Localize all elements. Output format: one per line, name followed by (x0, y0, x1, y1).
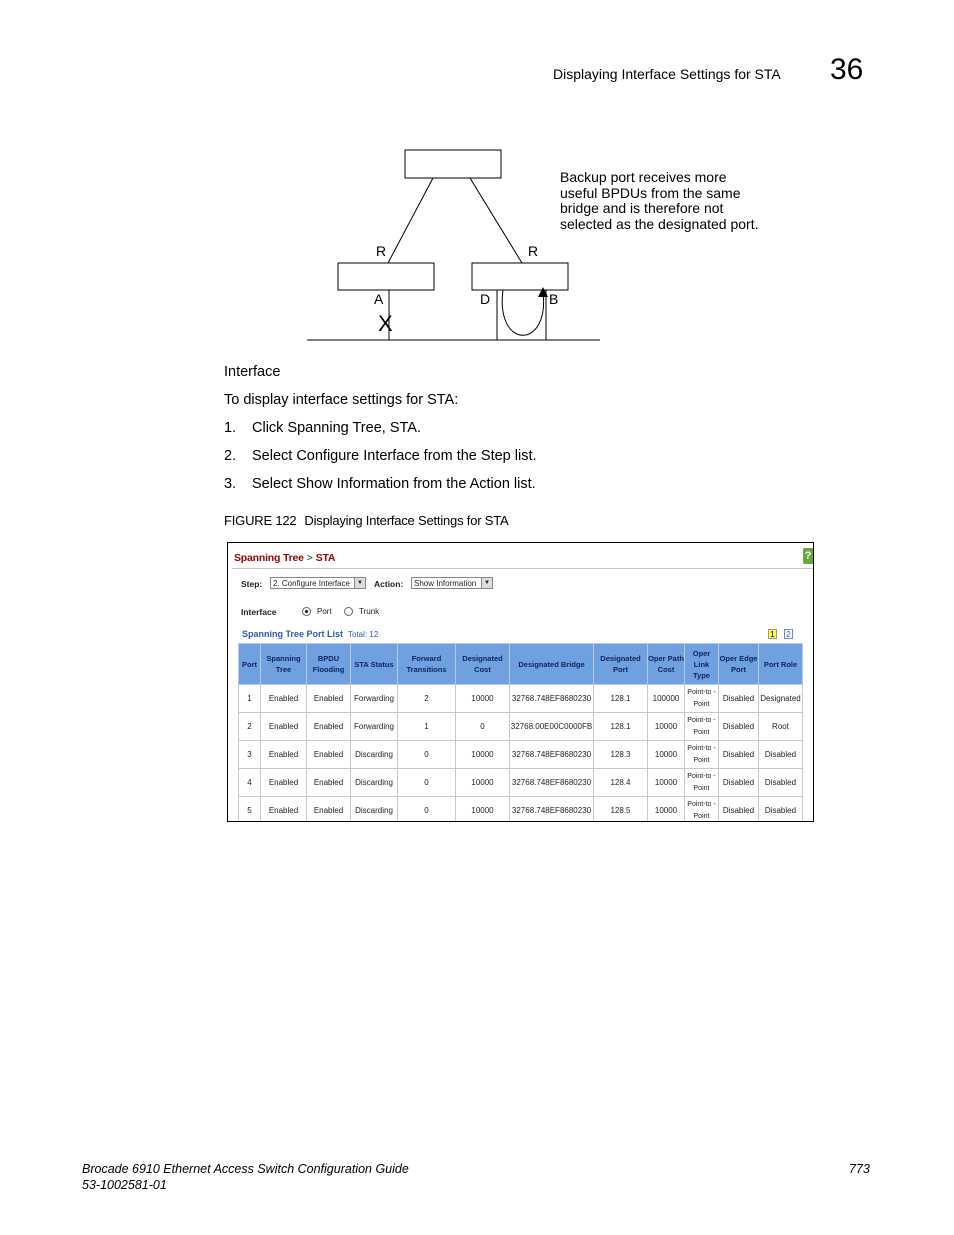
diagram-callout: Backup port receives more useful BPDUs from the same bridge and is therefore not selected as the designated port. (560, 169, 759, 232)
figure-number: FIGURE 122 (224, 513, 297, 528)
table-row (239, 797, 803, 823)
figure-caption-text: Displaying Interface Settings for STA (304, 513, 509, 528)
cell-designated-port: 128.1 (594, 685, 648, 713)
root-port-left-label: R (376, 243, 387, 259)
port-list-total: Total: 12 (348, 630, 379, 639)
cell-port: 5 (239, 797, 261, 823)
cell-sta-status: Forwarding (351, 713, 398, 741)
cell-port-role: Disabled (759, 797, 803, 823)
cell-designated-port: 128.1 (594, 713, 648, 741)
col-oper-edge-port-header: Oper Edge Port (719, 644, 759, 685)
port-radio-label: Port (317, 607, 332, 616)
figure-caption (224, 513, 509, 528)
cell-oper-edge-port: Disabled (719, 713, 759, 741)
cell-oper-edge-port: Disabled (719, 797, 759, 823)
cell-oper-link-type: Point-to -Point (685, 797, 719, 823)
cell-sta-status: Discarding (351, 797, 398, 823)
cell-spanning-tree: Enabled (261, 769, 307, 797)
footer-page-number: 773 (849, 1162, 870, 1176)
cell-forward-transitions: 2 (398, 685, 456, 713)
cell-forward-transitions: 0 (398, 769, 456, 797)
col-port-header: Port (239, 644, 261, 685)
cell-designated-bridge: 32768.748EF8680230 (510, 685, 594, 713)
table-row (239, 769, 803, 797)
cell-oper-path-cost: 10000 (648, 797, 685, 823)
root-bridge-box (405, 150, 501, 178)
table-row (239, 713, 803, 741)
web-ui-screenshot (227, 542, 814, 822)
intro-paragraph: To display interface settings for STA: (224, 392, 459, 408)
col-designated-cost-header: Designated Cost (456, 644, 510, 685)
port-a-label: A (374, 291, 384, 307)
col-forward-transitions-header: Forward Transitions (398, 644, 456, 685)
breadcrumb-separator: > (306, 552, 313, 564)
cell-spanning-tree: Enabled (261, 713, 307, 741)
link-left (388, 178, 433, 263)
col-designated-bridge-header: Designated Bridge (510, 644, 594, 685)
cell-designated-port: 128.5 (594, 797, 648, 823)
breadcrumb (234, 552, 335, 564)
cell-oper-path-cost: 10000 (648, 769, 685, 797)
col-oper-link-type-header: Oper Link Type (685, 644, 719, 685)
page-2-link[interactable]: 2 (784, 629, 793, 639)
step-3-text: Select Show Information from the Action list. (252, 476, 536, 492)
chevron-down-icon: ▼ (481, 578, 492, 588)
cell-designated-cost: 10000 (456, 685, 510, 713)
cell-oper-link-type: Point-to -Point (685, 769, 719, 797)
table-header-row (239, 644, 803, 685)
trunk-radio[interactable] (344, 607, 353, 616)
col-port-role-header: Port Role (759, 644, 803, 685)
interface-label: Interface (241, 607, 277, 617)
cell-designated-bridge: 32768.748EF8680230 (510, 769, 594, 797)
col-spanning-tree-header: Spanning Tree (261, 644, 307, 685)
bridge-left-box (338, 263, 434, 290)
port-list-table (238, 643, 803, 822)
table-row (239, 741, 803, 769)
footer-doc-id: 53-1002581-01 (82, 1178, 167, 1192)
col-designated-port-header: Designated Port (594, 644, 648, 685)
cell-oper-link-type: Point-to -Point (685, 741, 719, 769)
cell-designated-bridge: 32768.00E00C0000FB (510, 713, 594, 741)
cell-port-role: Disabled (759, 741, 803, 769)
cell-oper-edge-port: Disabled (719, 769, 759, 797)
table-row (239, 685, 803, 713)
cell-bpdu-flooding: Enabled (307, 685, 351, 713)
cell-oper-path-cost: 100000 (648, 685, 685, 713)
link-right (470, 178, 522, 263)
chapter-number: 36 (830, 53, 864, 86)
cell-port: 3 (239, 741, 261, 769)
cell-oper-edge-port: Disabled (719, 685, 759, 713)
cell-bpdu-flooding: Enabled (307, 713, 351, 741)
cell-designated-bridge: 32768.748EF8680230 (510, 741, 594, 769)
cell-oper-link-type: Point-to -Point (685, 685, 719, 713)
bpdu-loop-arrow (502, 290, 543, 335)
cell-oper-path-cost: 10000 (648, 741, 685, 769)
cell-port-role: Disabled (759, 769, 803, 797)
step-3-number: 3. (224, 476, 237, 492)
col-bpdu-flooding-header: BPDU Flooding (307, 644, 351, 685)
cell-sta-status: Discarding (351, 769, 398, 797)
root-port-right-label: R (528, 243, 539, 259)
cell-designated-cost: 0 (456, 713, 510, 741)
action-select[interactable] (411, 577, 493, 589)
cell-designated-port: 128.4 (594, 769, 648, 797)
cell-designated-cost: 10000 (456, 769, 510, 797)
cell-port: 1 (239, 685, 261, 713)
action-select-value: Show Information (414, 579, 477, 588)
step-select-value: 2. Configure Interface (273, 579, 350, 588)
blocked-port-mark: X (378, 311, 393, 336)
breadcrumb-spanning-tree[interactable]: Spanning Tree (234, 552, 304, 564)
cell-port: 4 (239, 769, 261, 797)
cell-oper-edge-port: Disabled (719, 741, 759, 769)
port-b-label: B (549, 291, 559, 307)
step-label: Step: (241, 579, 263, 589)
step-1-text: Click Spanning Tree, STA. (252, 420, 421, 436)
cell-oper-path-cost: 10000 (648, 713, 685, 741)
breadcrumb-sta: STA (315, 552, 336, 564)
cell-designated-cost: 10000 (456, 741, 510, 769)
step-select[interactable] (270, 577, 366, 589)
help-icon[interactable]: ? (804, 550, 812, 562)
cell-forward-transitions: 0 (398, 797, 456, 823)
cell-spanning-tree: Enabled (261, 741, 307, 769)
cell-sta-status: Discarding (351, 741, 398, 769)
cell-spanning-tree: Enabled (261, 797, 307, 823)
cell-oper-link-type: Point-to -Point (685, 713, 719, 741)
trunk-radio-label: Trunk (359, 607, 380, 616)
cell-port: 2 (239, 713, 261, 741)
step-1-number: 1. (224, 420, 237, 436)
action-label: Action: (374, 579, 404, 589)
cell-spanning-tree: Enabled (261, 685, 307, 713)
port-list-title: Spanning Tree Port List (242, 629, 344, 639)
step-2-number: 2. (224, 448, 237, 464)
cell-forward-transitions: 1 (398, 713, 456, 741)
col-oper-path-cost-header: Oper Path Cost (648, 644, 685, 685)
cell-forward-transitions: 0 (398, 741, 456, 769)
chevron-down-icon: ▼ (354, 578, 365, 588)
col-sta-status-header: STA Status (351, 644, 398, 685)
breadcrumb-divider (232, 568, 813, 569)
cell-bpdu-flooding: Enabled (307, 741, 351, 769)
port-d-label: D (480, 291, 491, 307)
cell-sta-status: Forwarding (351, 685, 398, 713)
cell-designated-bridge: 32768.748EF8680230 (510, 797, 594, 823)
step-2-text: Select Configure Interface from the Step list. (252, 448, 537, 464)
cell-bpdu-flooding: Enabled (307, 769, 351, 797)
cell-port-role: Root (759, 713, 803, 741)
cell-bpdu-flooding: Enabled (307, 797, 351, 823)
cell-port-role: Designated (759, 685, 803, 713)
section-heading: Interface (224, 364, 281, 380)
bridge-right-box (472, 263, 568, 290)
page-1-link[interactable]: 1 (768, 629, 777, 639)
cell-designated-port: 128.3 (594, 741, 648, 769)
cell-designated-cost: 10000 (456, 797, 510, 823)
running-header-title: Displaying Interface Settings for STA (553, 66, 781, 82)
port-radio[interactable] (302, 607, 311, 616)
footer-title: Brocade 6910 Ethernet Access Switch Configuration Guide (82, 1162, 409, 1176)
